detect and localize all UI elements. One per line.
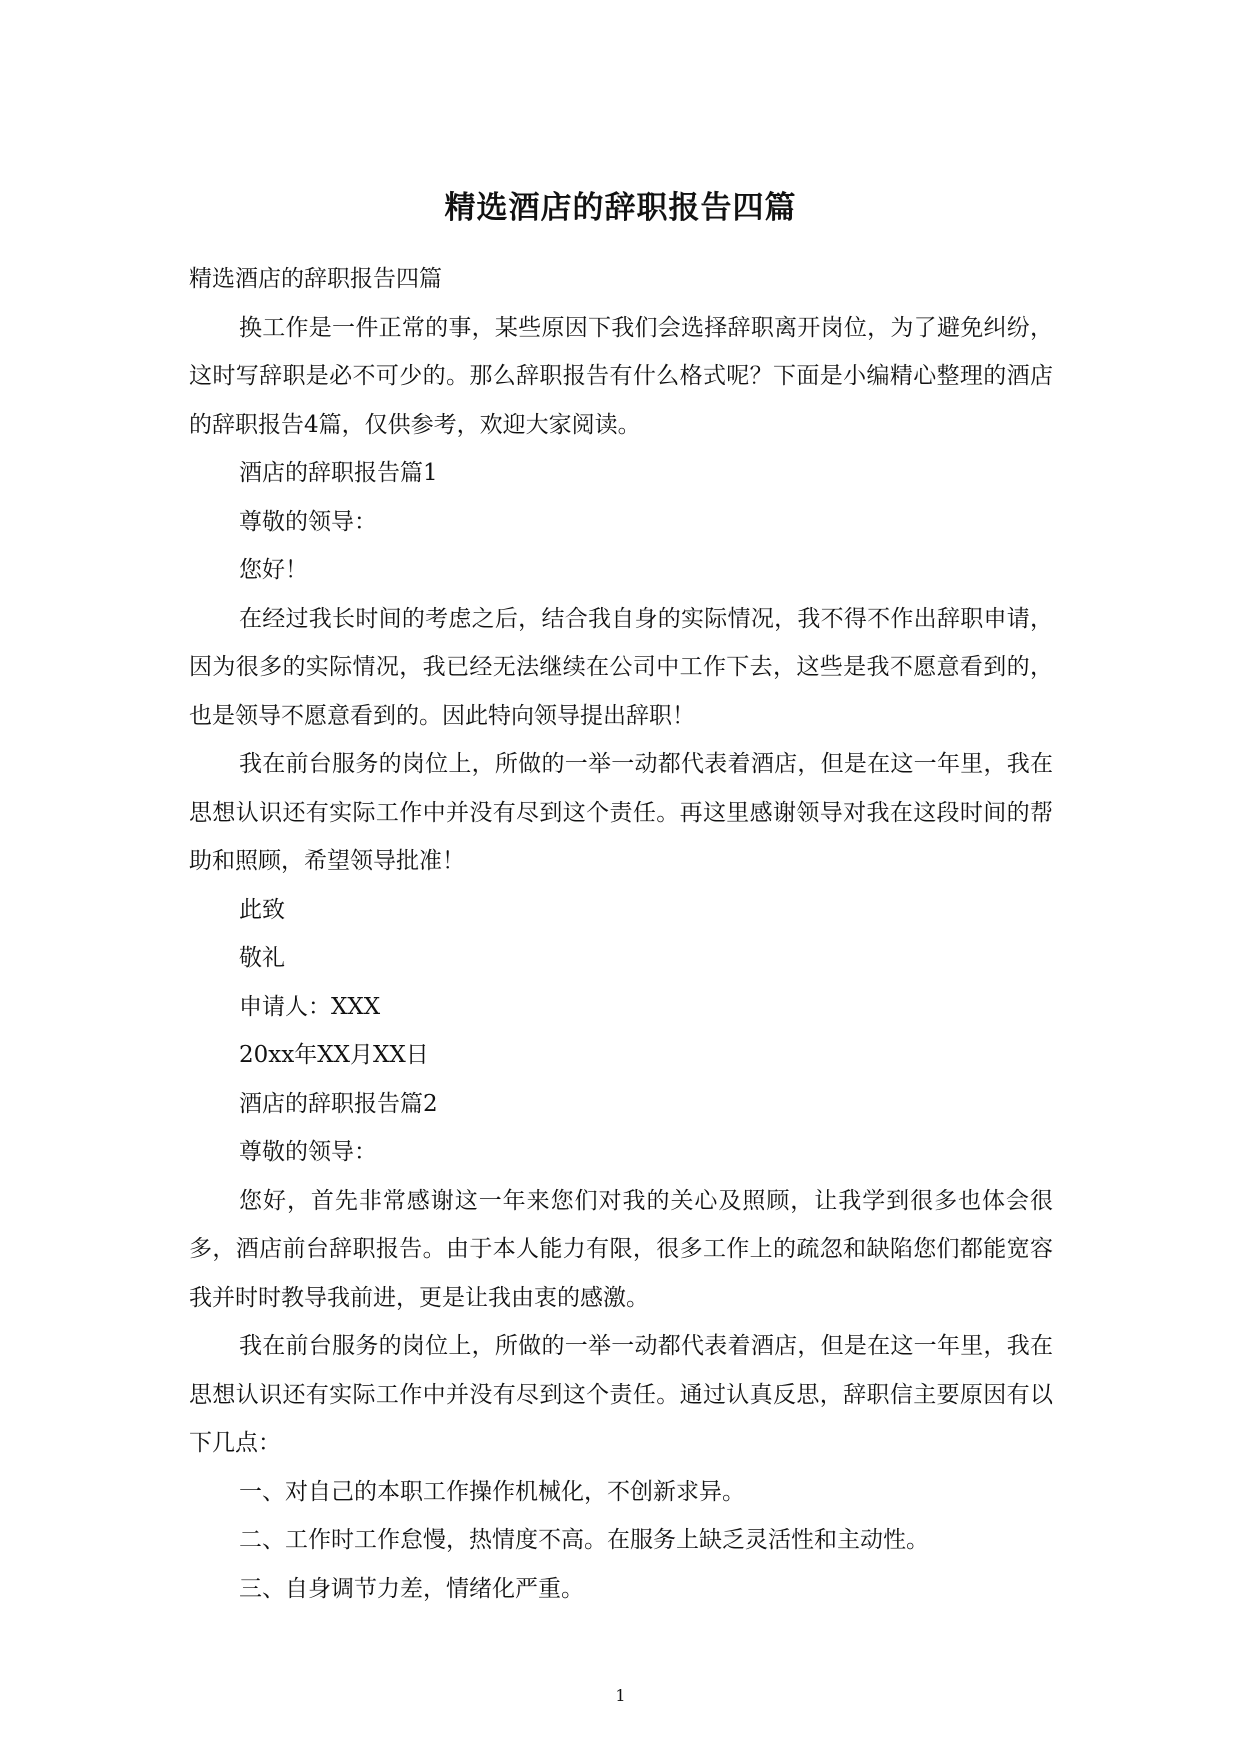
- list-item: 一、对自己的本职工作操作机械化，不创新求异。: [239, 1478, 745, 1505]
- salutation: 尊敬的领导：: [239, 508, 377, 535]
- list-item: 三、自身调节力差，情绪化严重。: [239, 1575, 584, 1602]
- applicant: 申请人：XXX: [239, 993, 381, 1020]
- paragraph: 我在前台服务的岗位上，所做的一举一动都代表着酒店，但是在这一年里，我在思想认识还有实际工作中并没有尽到这个责任。再这里感谢领导对我在这段时间的帮助和照顾，希望领导批准！: [189, 751, 1053, 874]
- closing: 敬礼: [239, 945, 285, 971]
- paragraph: 在经过我长时间的考虑之后，结合我自身的实际情况，我不得不作出辞职申请，因为很多的实际情况，我已经无法继续在公司中工作下去，这些是我不愿意看到的，也是领导不愿意看到的。因此特向领导提出辞职！: [189, 605, 1053, 729]
- paragraph: 我在前台服务的岗位上，所做的一举一动都代表着酒店，但是在这一年里，我在思想认识还有实际工作中并没有尽到这个责任。通过认真反思，辞职信主要原因有以下几点：: [189, 1333, 1053, 1456]
- section-heading: 酒店的辞职报告篇1: [239, 460, 438, 486]
- paragraph: 您好，首先非常感谢这一年来您们对我的关心及照顾，让我学到很多也体会很多，酒店前台辞职报告。由于本人能力有限，很多工作上的疏忽和缺陷您们都能宽容我并时时教导我前进，更是让我由衷的感激。: [189, 1187, 1053, 1311]
- paragraph: 精选酒店的辞职报告四篇: [189, 266, 442, 292]
- date: 20xx年XX月XX日: [239, 1042, 429, 1068]
- paragraph: 换工作是一件正常的事，某些原因下我们会选择辞职离开岗位，为了避免纠纷，这时写辞职是必不可少的。那么辞职报告有什么格式呢？下面是小编精心整理的酒店的辞职报告4篇，仅供参考，欢迎大家阅读。: [189, 314, 1053, 438]
- page-number: 1: [615, 1686, 626, 1705]
- section-heading: 酒店的辞职报告篇2: [239, 1090, 438, 1117]
- document-body: [189, 255, 1053, 1613]
- closing: 此致: [239, 896, 285, 923]
- list-item: 二、工作时工作怠慢，热情度不高。在服务上缺乏灵活性和主动性。: [239, 1527, 929, 1553]
- document-title: 精选酒店的辞职报告四篇: [444, 190, 797, 226]
- greeting: 您好！: [239, 557, 308, 583]
- salutation: 尊敬的领导：: [239, 1139, 377, 1165]
